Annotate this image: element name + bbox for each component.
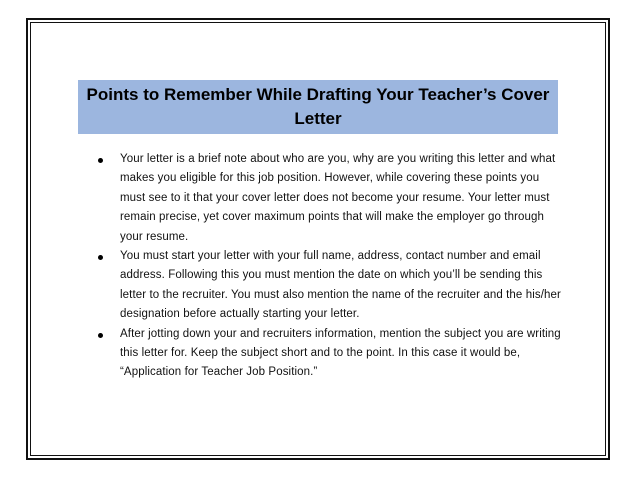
bullet-icon (98, 333, 103, 338)
bullet-text: Your letter is a brief note about who are you, why are you writing this letter and what makes you eligible for this job position. However, while covering these points you must see to it that your cover letter does not become your resume. Your letter must remain precise, yet cover maximum points that will make the employer go through your resume. (120, 153, 556, 243)
bullet-text: You must start your letter with your full name, address, contact number and email address. Following this you must mention the date on which you’ll be sending this letter to the recruiter. You must also mention the name of the recruiter and the his/her designation before actually starting your letter. (120, 250, 561, 321)
bullet-icon (98, 255, 103, 260)
page-title-line-1: Points to Remember While Drafting Your Teacher’s Cover (86, 85, 550, 104)
list-item (96, 150, 566, 247)
bullet-icon (98, 158, 103, 163)
bullet-text: After jotting down your and recruiters information, mention the subject you are writing this letter for. Keep the subject short and to the point. In this case it would be, “Application for Teacher Job Position.” (120, 327, 561, 379)
title-banner (78, 80, 558, 134)
bullet-list (96, 150, 566, 383)
list-item (96, 247, 566, 325)
list-item (96, 325, 566, 383)
page-title-line-2: Letter (294, 109, 342, 128)
